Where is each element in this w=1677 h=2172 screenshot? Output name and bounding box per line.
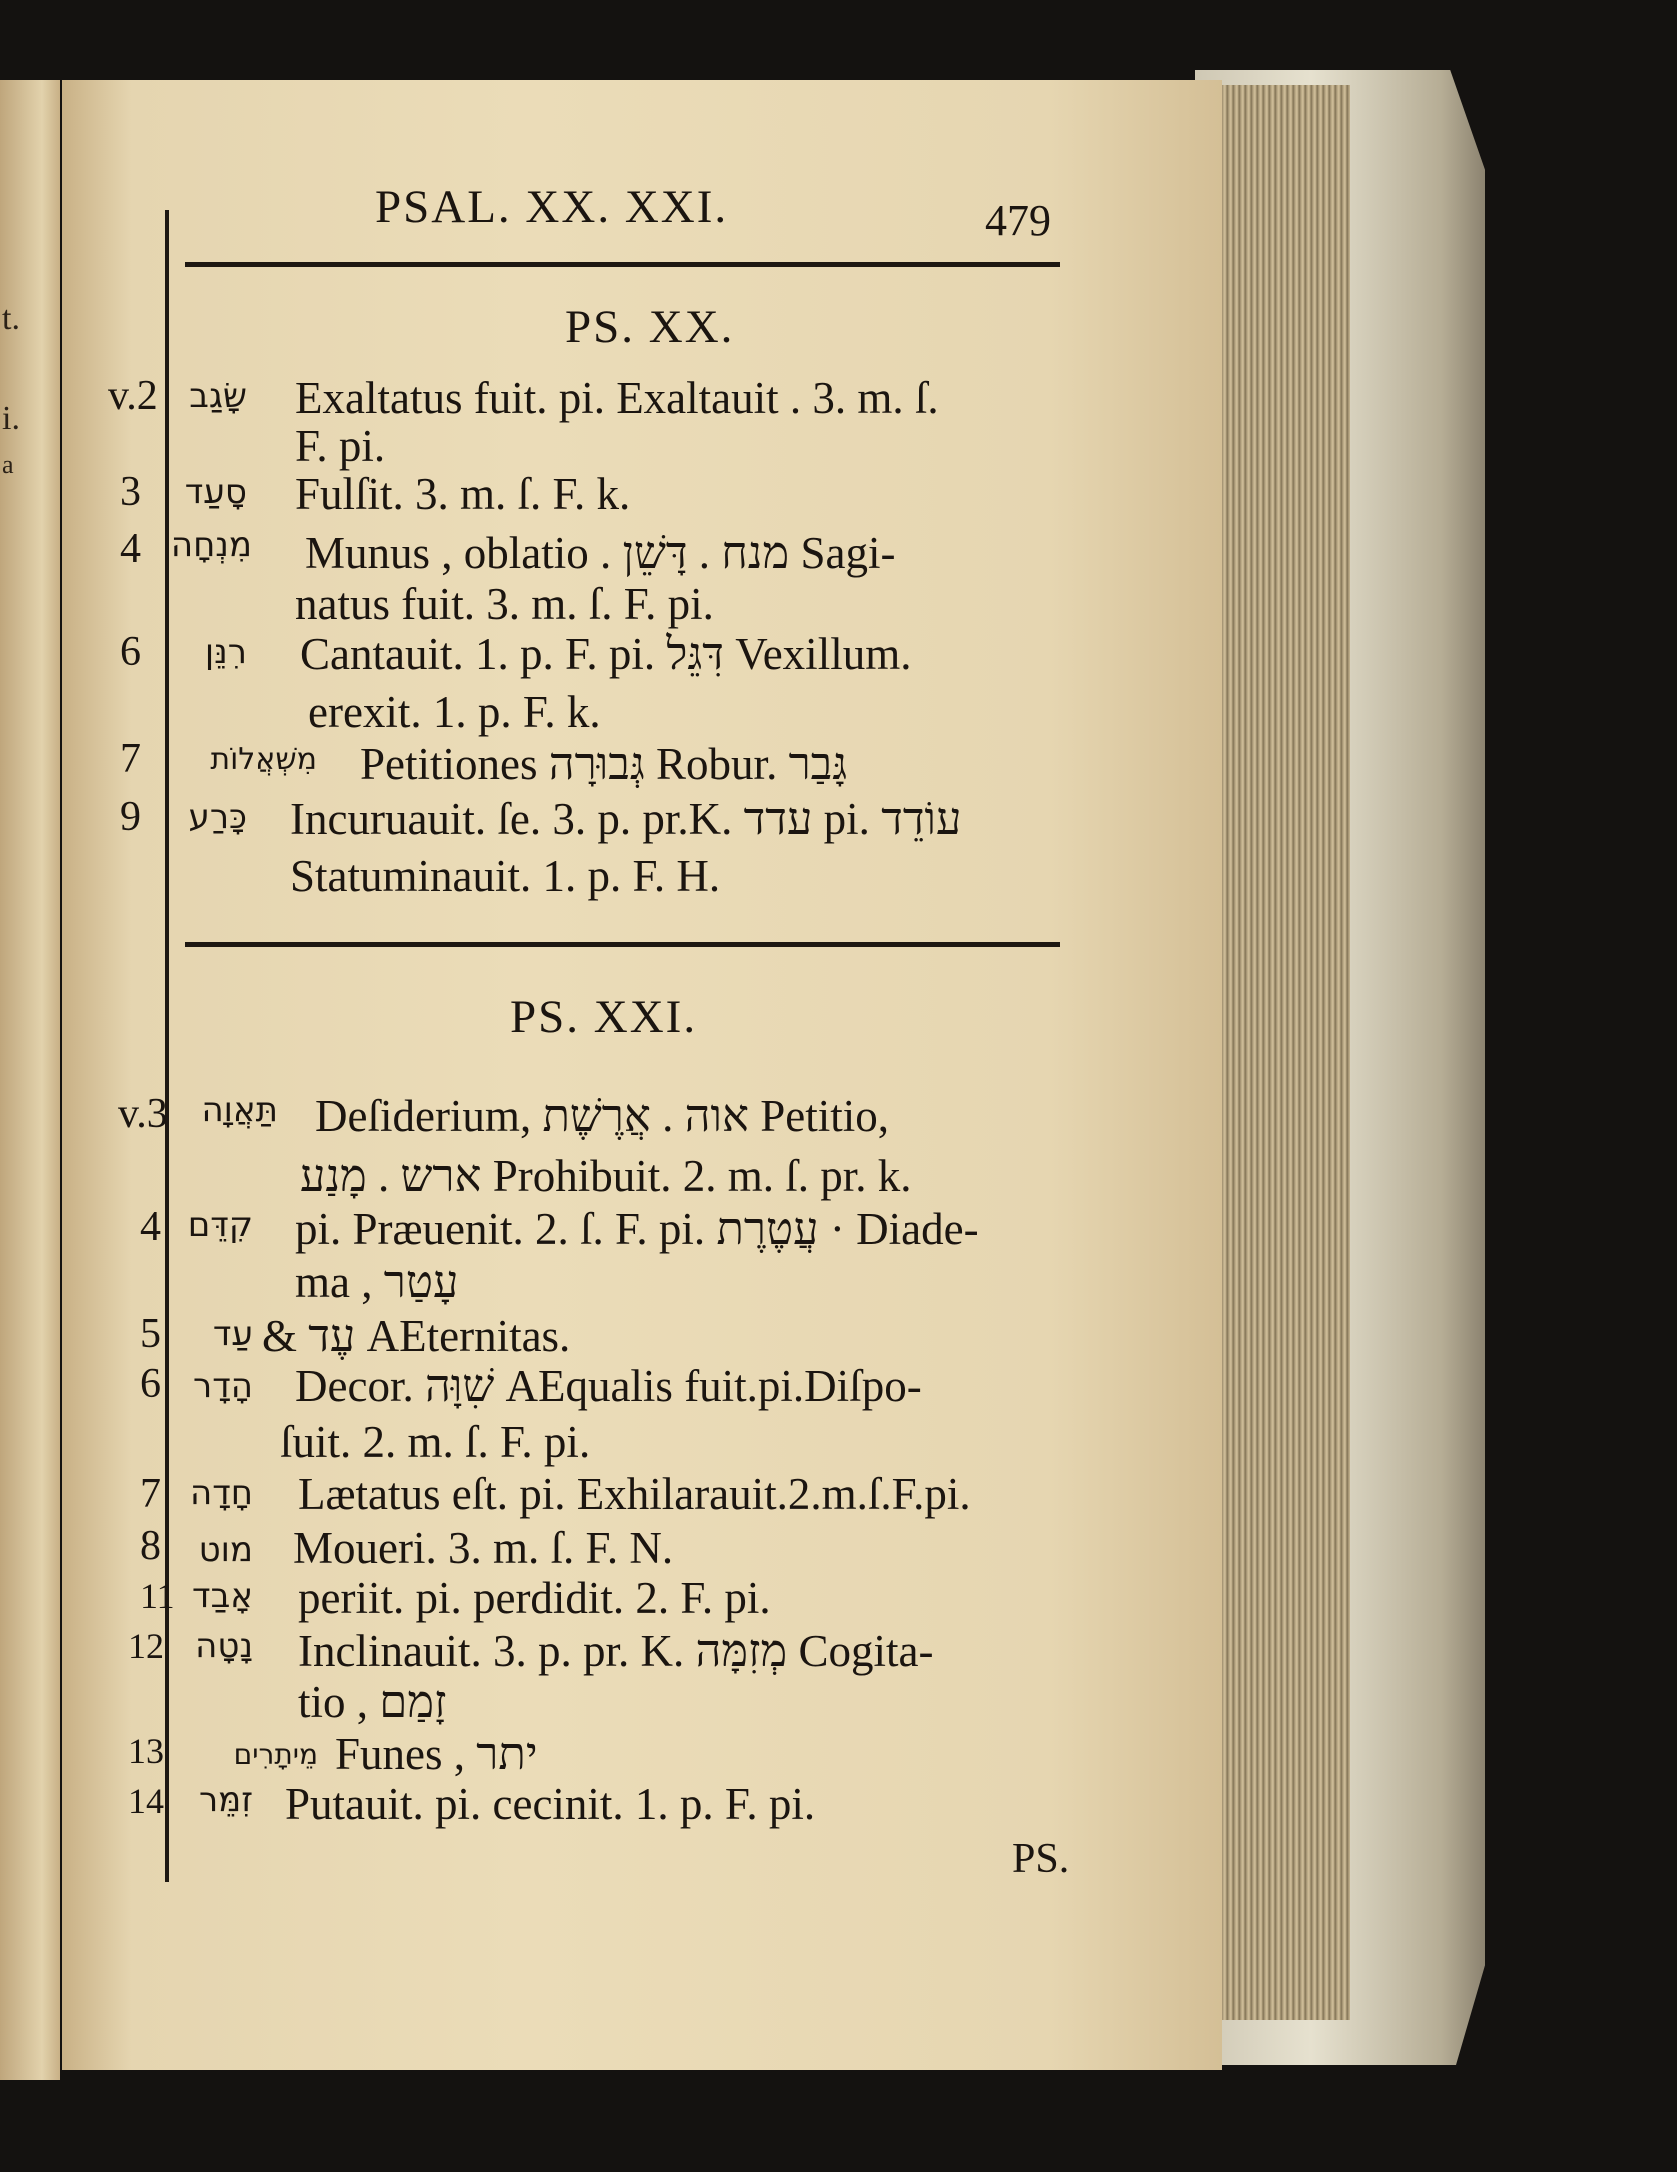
verse-number: v.2 bbox=[108, 373, 158, 419]
section-title-ps21: PS. XXI. bbox=[510, 991, 698, 1043]
entry-line: tio , זָמַם bbox=[298, 1677, 447, 1727]
hebrew-headword: רִנֵּן bbox=[204, 632, 247, 672]
header-rule bbox=[185, 262, 1060, 267]
catchword: PS. bbox=[1012, 1836, 1070, 1882]
hebrew-headword: זִמֵּר bbox=[198, 1780, 253, 1820]
entry-line: pi. Præuenit. 2. ſ. F. pi. עֲטֶרֶת · Diade- bbox=[295, 1204, 979, 1254]
entry-line: ſuit. 2. m. ſ. F. pi. bbox=[280, 1417, 591, 1467]
hebrew-headword: חָדָה bbox=[190, 1473, 253, 1513]
hebrew-headword: תַּאֲוָה bbox=[201, 1090, 278, 1130]
verse-number: 7 bbox=[140, 1471, 161, 1517]
entry-line: erexit. 1. p. F. k. bbox=[308, 687, 601, 737]
entry-line: F. pi. bbox=[295, 421, 386, 471]
verse-number: 7 bbox=[120, 736, 141, 782]
entry-line: & עֶד AEternitas. bbox=[262, 1311, 571, 1361]
page-block-edge bbox=[1215, 85, 1350, 2020]
hebrew-headword: מִשְׁאֲלוֹת bbox=[210, 742, 317, 777]
entry-line: Incuruauit. ſe. 3. p. pr.K. עדד pi. עוֹדֵד bbox=[290, 794, 962, 844]
verse-number: 9 bbox=[120, 794, 141, 840]
verse-number: 13 bbox=[128, 1731, 164, 1771]
verse-number: 11 bbox=[140, 1576, 175, 1616]
verse-number: 12 bbox=[128, 1626, 164, 1666]
verse-number: 3 bbox=[120, 469, 141, 515]
entry-line: Petitiones גְּבוּרָה Robur. גָּבַר bbox=[360, 739, 848, 789]
entry-line: Fulſit. 3. m. ſ. F. k. bbox=[295, 469, 631, 519]
left-page-edge bbox=[0, 80, 60, 2080]
entry-line: Inclinauit. 3. p. pr. K. מְזִמָּה Cogita- bbox=[298, 1626, 934, 1676]
verse-number: 5 bbox=[140, 1311, 161, 1357]
entry-line: ma , עָטַר bbox=[295, 1257, 459, 1307]
verse-number: 14 bbox=[128, 1781, 164, 1821]
left-page-fragment: t. bbox=[2, 300, 20, 337]
hebrew-headword: עַד bbox=[212, 1314, 253, 1354]
entry-line: Funes , יתר bbox=[335, 1729, 538, 1779]
verse-number: v.3 bbox=[118, 1091, 168, 1137]
hebrew-headword: מֵיתָרִים bbox=[233, 1738, 318, 1771]
verse-number: 8 bbox=[140, 1523, 161, 1569]
entry-line: Statuminauit. 1. p. F. H. bbox=[290, 851, 721, 901]
hebrew-headword: שָׂגַב bbox=[189, 376, 247, 416]
entry-line: Munus , oblatio . מנח . דָּשֵׁן Sagi- bbox=[305, 528, 896, 578]
hebrew-headword: מִנְחָה bbox=[170, 525, 252, 565]
entry-line: ארש . מָנַע Prohibuit. 2. m. ſ. pr. k. bbox=[300, 1151, 912, 1201]
hebrew-headword: אָבַד bbox=[192, 1576, 253, 1616]
running-title: PSAL. XX. XXI. bbox=[375, 181, 729, 233]
section-rule bbox=[185, 942, 1060, 947]
hebrew-headword: נָטָה bbox=[195, 1626, 253, 1666]
page-number: 479 bbox=[985, 196, 1051, 245]
hebrew-headword: קִדֵּם bbox=[187, 1205, 253, 1245]
verse-number: 4 bbox=[120, 526, 141, 572]
left-page-fragment: i. bbox=[2, 400, 20, 437]
entry-line: periit. pi. perdidit. 2. F. pi. bbox=[298, 1573, 771, 1623]
hebrew-headword: הָדָר bbox=[193, 1366, 253, 1406]
entry-line: Cantauit. 1. p. F. pi. דִּגֵּל Vexillum. bbox=[300, 629, 912, 679]
verse-number: 6 bbox=[140, 1361, 161, 1407]
hebrew-headword: סָעַד bbox=[184, 472, 247, 512]
section-title-ps20: PS. XX. bbox=[565, 301, 735, 353]
entry-line: Exaltatus fuit. pi. Exaltauit . 3. m. ſ. bbox=[295, 373, 939, 423]
verse-column-rule bbox=[165, 210, 169, 1882]
left-page-fragment: a bbox=[2, 450, 14, 479]
entry-line: natus fuit. 3. m. ſ. F. pi. bbox=[295, 579, 714, 629]
hebrew-headword: כָּרַע bbox=[188, 797, 247, 837]
entry-line: Deſiderium, אוה . אֲרֶשֶׁת Petitio, bbox=[315, 1091, 890, 1141]
hebrew-headword: מוט bbox=[198, 1530, 253, 1570]
verse-number: 6 bbox=[120, 629, 141, 675]
entry-line: Moueri. 3. m. ſ. F. N. bbox=[293, 1523, 674, 1573]
entry-line: Lætatus eſt. pi. Exhilarauit.2.m.ſ.F.pi. bbox=[298, 1469, 971, 1519]
entry-line: Putauit. pi. cecinit. 1. p. F. pi. bbox=[285, 1779, 816, 1829]
verse-number: 4 bbox=[140, 1204, 161, 1250]
entry-line: Decor. שִׁוָּה AEqualis fuit.pi.Diſpo- bbox=[295, 1361, 922, 1411]
